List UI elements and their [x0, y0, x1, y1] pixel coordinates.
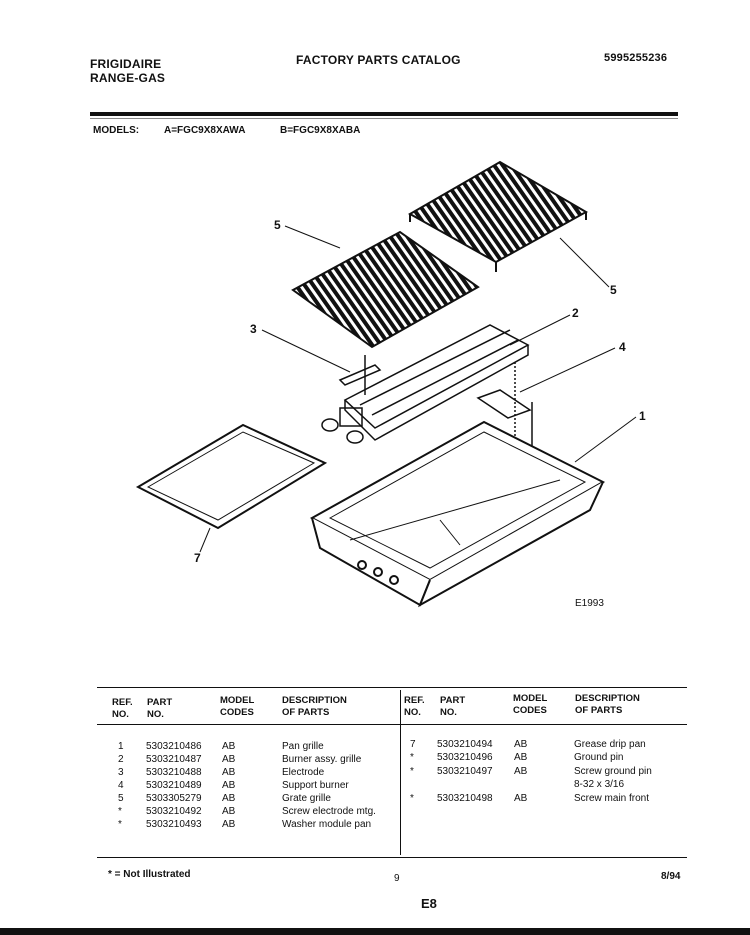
table-cell-desc: Grease drip pan	[574, 739, 646, 750]
callout-5-left: 5	[274, 218, 281, 232]
table-cell-desc: Screw electrode mtg.	[282, 806, 376, 817]
table-cell-model: AB	[222, 806, 236, 817]
callout-4: 4	[619, 340, 626, 354]
table-row: *	[410, 766, 414, 777]
product-type: RANGE-GAS	[90, 71, 166, 85]
table-row: *	[410, 793, 414, 804]
table-cell-desc: Ground pin	[574, 752, 624, 763]
callout-2: 2	[572, 306, 579, 320]
table-row: 7	[410, 739, 416, 750]
model-b: B=FGC9X8XABA	[280, 125, 361, 136]
table-cell-model: AB	[222, 780, 236, 791]
table-bottom-rule	[97, 857, 687, 858]
table-cell-part: 5303210497	[437, 766, 493, 777]
grate-grille-right	[410, 162, 586, 272]
table-cell-part: 5303305279	[146, 793, 202, 804]
figure-id: E1993	[575, 598, 604, 609]
table-cell-part: 5303210487	[146, 754, 202, 765]
table-row: *	[118, 819, 122, 830]
table-cell-model: AB	[514, 739, 528, 750]
revision-date: 8/94	[661, 871, 681, 882]
table-cell-desc: Burner assy. grille	[282, 754, 362, 765]
table-divider	[400, 690, 401, 855]
table-cell-model: AB	[222, 754, 236, 765]
table-row: *	[410, 752, 414, 763]
brand-name: FRIGIDAIRE	[90, 57, 162, 71]
table-cell-desc: Screw main front	[574, 793, 650, 804]
col-part-right: PART NO.	[440, 695, 466, 718]
callout-5-right: 5	[610, 283, 617, 297]
page-number: 9	[394, 873, 400, 884]
table-cell-model: AB	[222, 767, 236, 778]
table-row: 1	[118, 741, 124, 752]
not-illustrated-note: * = Not Illustrated	[108, 869, 191, 880]
table-cell-part: 5303210492	[146, 806, 202, 817]
table-cell-part: 5303210489	[146, 780, 202, 791]
table-row: 5	[118, 793, 124, 804]
col-ref-right: REF. NO.	[404, 695, 425, 718]
model-a: A=FGC9X8XAWA	[164, 125, 246, 136]
table-cell-model: AB	[514, 766, 528, 777]
table-cell-part: 5303210486	[146, 741, 202, 752]
table-cell-desc: Support burner	[282, 780, 349, 791]
table-cell-desc: Washer module pan	[282, 819, 372, 830]
models-label: MODELS:	[93, 125, 140, 136]
col-ref-left: REF. NO.	[112, 697, 133, 720]
burner-assembly	[322, 325, 528, 443]
table-cell-model: AB	[514, 752, 528, 763]
col-model-right: MODEL CODES	[513, 693, 548, 716]
callout-3: 3	[250, 322, 257, 336]
table-cell-desc: 8-32 x 3/16	[574, 779, 625, 790]
table-cell-model: AB	[222, 819, 236, 830]
grease-drip-pan	[138, 425, 325, 528]
table-cell-model: AB	[222, 741, 236, 752]
table-cell-part: 5303210488	[146, 767, 202, 778]
callout-7: 7	[194, 551, 201, 565]
grate-grille-left	[293, 232, 478, 347]
table-cell-part: 5303210498	[437, 793, 493, 804]
table-header-rule	[97, 724, 687, 725]
table-cell-part: 5303210493	[146, 819, 202, 830]
table-cell-part: 5303210494	[437, 739, 493, 750]
col-desc-right: DESCRIPTION OF PARTS	[575, 693, 640, 716]
catalog-number: 5995255236	[604, 52, 668, 64]
col-part-left: PART NO.	[147, 697, 173, 720]
col-desc-left: DESCRIPTION OF PARTS	[282, 695, 347, 718]
table-row: *	[118, 806, 122, 817]
callout-1: 1	[639, 409, 646, 423]
table-cell-part: 5303210496	[437, 752, 493, 763]
table-cell-desc: Screw ground pin	[574, 766, 652, 777]
table-cell-desc: Pan grille	[282, 741, 324, 752]
table-cell-model: AB	[222, 793, 236, 804]
col-model-left: MODEL CODES	[220, 695, 255, 718]
table-cell-desc: Electrode	[282, 767, 325, 778]
table-row: 3	[118, 767, 124, 778]
pan-grille	[312, 422, 603, 605]
table-top-rule	[97, 687, 687, 688]
table-row: 4	[118, 780, 124, 791]
table-row: 2	[118, 754, 124, 765]
catalog-title: FACTORY PARTS CATALOG	[296, 53, 461, 67]
section-code: E8	[421, 896, 437, 911]
table-cell-model: AB	[514, 793, 528, 804]
scan-edge	[0, 928, 750, 935]
table-cell-desc: Grate grille	[282, 793, 331, 804]
